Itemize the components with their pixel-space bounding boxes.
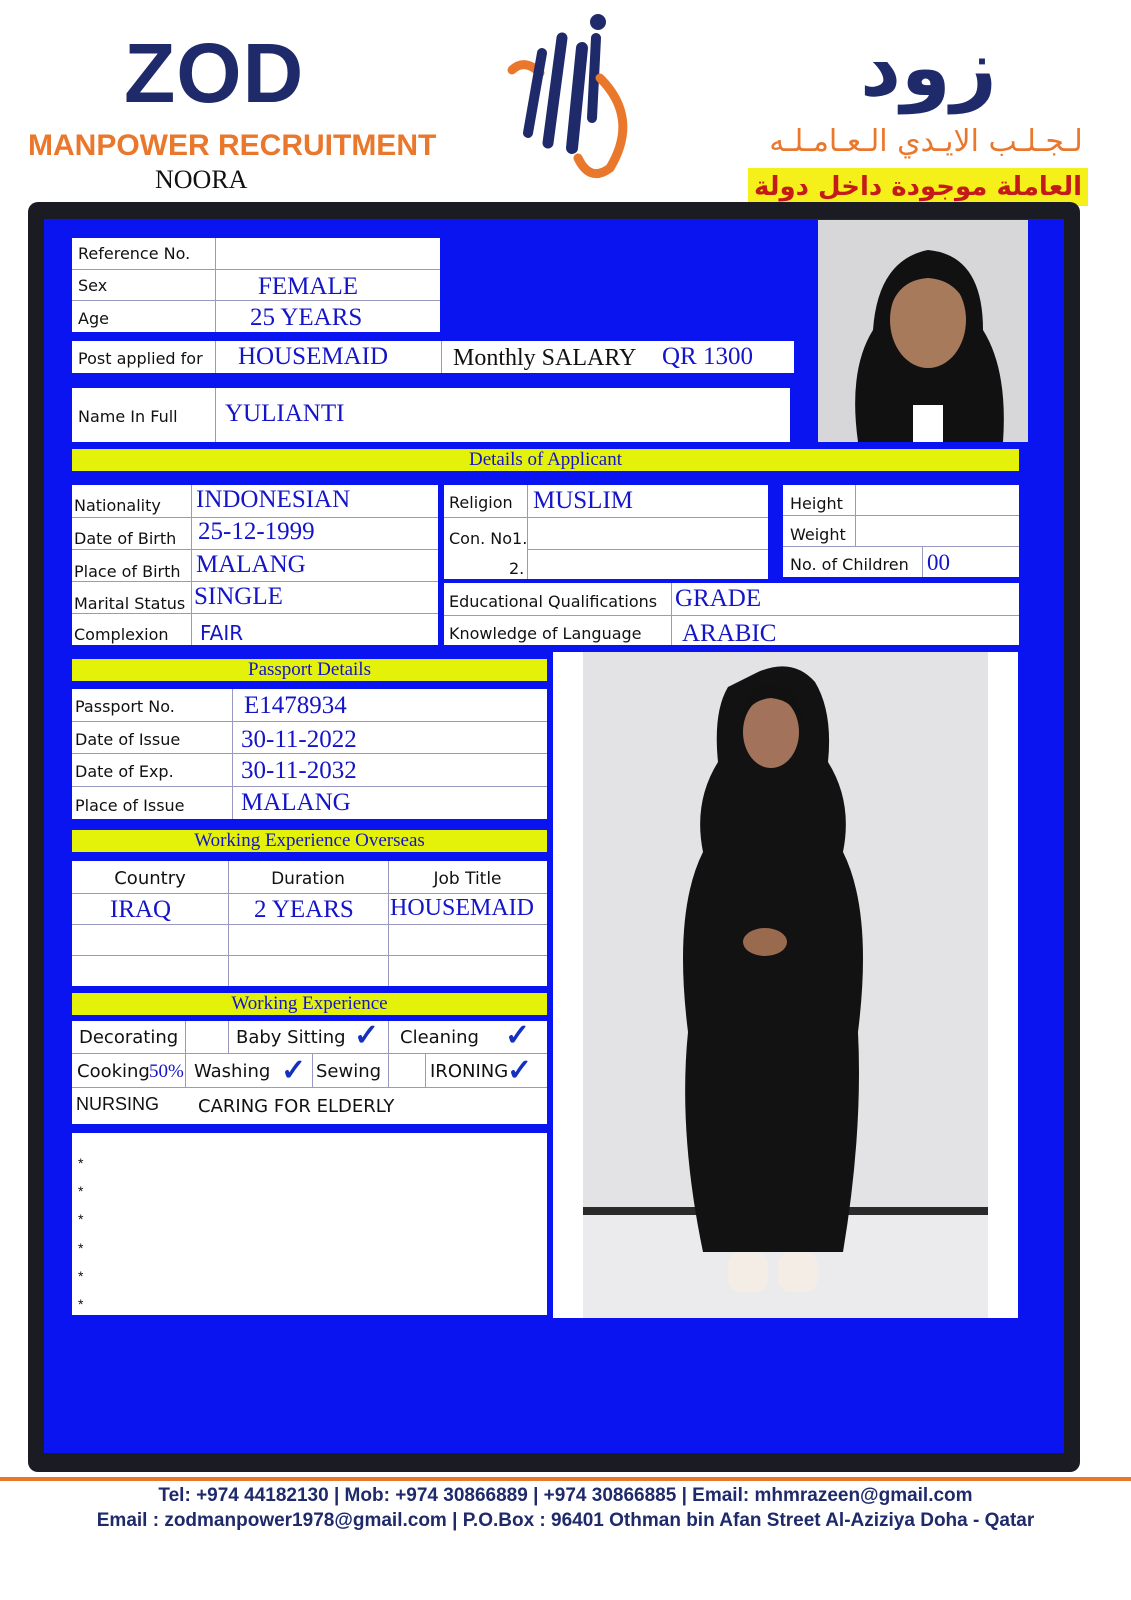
note-bullet-2: * (78, 1183, 84, 1199)
date-of-exp-label: Date of Exp. (75, 762, 174, 781)
passport-no-value: E1478934 (244, 692, 347, 719)
salary-value: QR 1300 (662, 343, 753, 370)
skill-ironing: IRONING (430, 1061, 509, 1082)
skill-sewing: Sewing (316, 1061, 382, 1082)
height-label: Height (790, 494, 843, 513)
date-of-issue-label: Date of Issue (75, 730, 181, 749)
applicant-full-body-photo (553, 652, 1018, 1318)
full-name-label: Name In Full (78, 407, 178, 426)
overseas-row-duration: 2 YEARS (254, 896, 354, 923)
footer-divider (0, 1477, 1131, 1481)
note-bullet-6: * (78, 1296, 84, 1312)
ironing-check-icon: ✓ (507, 1054, 533, 1087)
skill-washing: Washing (194, 1061, 271, 1082)
reference-label: Reference No. (78, 244, 191, 263)
pob-value: MALANG (196, 551, 306, 578)
company-emblem-logo (500, 8, 640, 188)
sex-label: Sex (78, 276, 108, 295)
post-applied-value: HOUSEMAID (238, 343, 388, 370)
skill-nursing: NURSING (76, 1094, 160, 1114)
cooking-percentage: 50% (149, 1061, 184, 1082)
passport-no-label: Passport No. (75, 697, 175, 716)
language-label: Knowledge of Language (449, 624, 642, 643)
skill-caring-elderly: CARING FOR ELDERLY (198, 1096, 395, 1117)
overseas-experience-header: Working Experience Overseas (72, 830, 547, 852)
notes-area (72, 1133, 547, 1315)
dob-label: Date of Birth (74, 529, 177, 548)
full-name-value: YULIANTI (225, 400, 345, 427)
working-experience-header: Working Experience (72, 993, 547, 1015)
cleaning-check-icon: ✓ (505, 1019, 531, 1052)
footer-contact-line-2: Email : zodmanpower1978@gmail.com | P.O.Box : 96401 Othman bin Afan Street Al-Aziziya Doha - Qatar (96, 1510, 1035, 1531)
place-of-issue-value: MALANG (241, 789, 351, 816)
footer-contact-line-1: Tel: +974 44182130 | Mob: +974 30866889 | +974 30866885 | Email: mhmrazeen@gmail.com (158, 1485, 973, 1506)
religion-value: MUSLIM (533, 487, 634, 514)
brand-subtitle: MANPOWER RECRUITMENT (28, 129, 437, 162)
religion-label: Religion (449, 493, 513, 512)
age-label: Age (78, 309, 109, 328)
dob-value: 25-12-1999 (198, 518, 315, 545)
arabic-brand: زود (860, 21, 997, 114)
note-bullet-5: * (78, 1268, 84, 1284)
note-bullet-3: * (78, 1211, 84, 1227)
note-bullet-4: * (78, 1240, 84, 1256)
contact1-label: Con. No1. (449, 529, 528, 548)
complexion-label: Complexion (74, 625, 169, 644)
salary-label: Monthly SALARY (453, 345, 637, 371)
date-of-issue-value: 30-11-2022 (241, 726, 357, 753)
overseas-header-job-title: Job Title (433, 869, 502, 889)
skill-decorating: Decorating (79, 1027, 179, 1048)
arabic-notice-badge: العاملة موجودة داخل دولة (748, 168, 1088, 206)
language-value: ARABIC (682, 620, 777, 647)
place-of-issue-label: Place of Issue (75, 796, 185, 815)
arabic-tagline: لـجـلـب الايـدي الـعـامـلـه (769, 124, 1083, 159)
skill-cooking: Cooking (77, 1061, 150, 1082)
marital-status-value: SINGLE (194, 583, 283, 610)
marital-status-label: Marital Status (74, 594, 186, 613)
skill-cleaning: Cleaning (400, 1027, 479, 1048)
full-name-row (72, 388, 790, 442)
contact2-label: 2. (509, 559, 525, 578)
applicant-portrait-photo (818, 220, 1028, 442)
overseas-row-job-title: HOUSEMAID (390, 895, 534, 921)
post-applied-label: Post applied for (78, 349, 203, 368)
education-label: Educational Qualifications (449, 592, 658, 611)
complexion-value: FAIR (200, 621, 244, 645)
children-value: 00 (927, 550, 950, 575)
pob-label: Place of Birth (74, 562, 181, 581)
agent-name: NOORA (155, 165, 248, 194)
date-of-exp-value: 30-11-2032 (241, 757, 357, 784)
nationality-label: Nationality (74, 496, 161, 515)
education-value: GRADE (675, 585, 762, 612)
overseas-header-country: Country (114, 868, 186, 889)
sex-value: FEMALE (258, 273, 358, 300)
note-bullet-1: * (78, 1155, 84, 1171)
weight-label: Weight (790, 525, 846, 544)
baby-sitting-check-icon: ✓ (354, 1019, 380, 1052)
overseas-header-duration: Duration (271, 869, 345, 889)
brand-logo-text: ZOD (124, 26, 305, 120)
washing-check-icon: ✓ (281, 1054, 307, 1087)
nationality-value: INDONESIAN (196, 486, 351, 513)
details-of-applicant-header: Details of Applicant (72, 449, 1019, 471)
children-label: No. of Children (790, 555, 909, 574)
overseas-row-country: IRAQ (110, 896, 172, 923)
age-value: 25 YEARS (250, 304, 363, 331)
passport-details-header: Passport Details (72, 659, 547, 681)
skill-baby-sitting: Baby Sitting (236, 1027, 346, 1048)
